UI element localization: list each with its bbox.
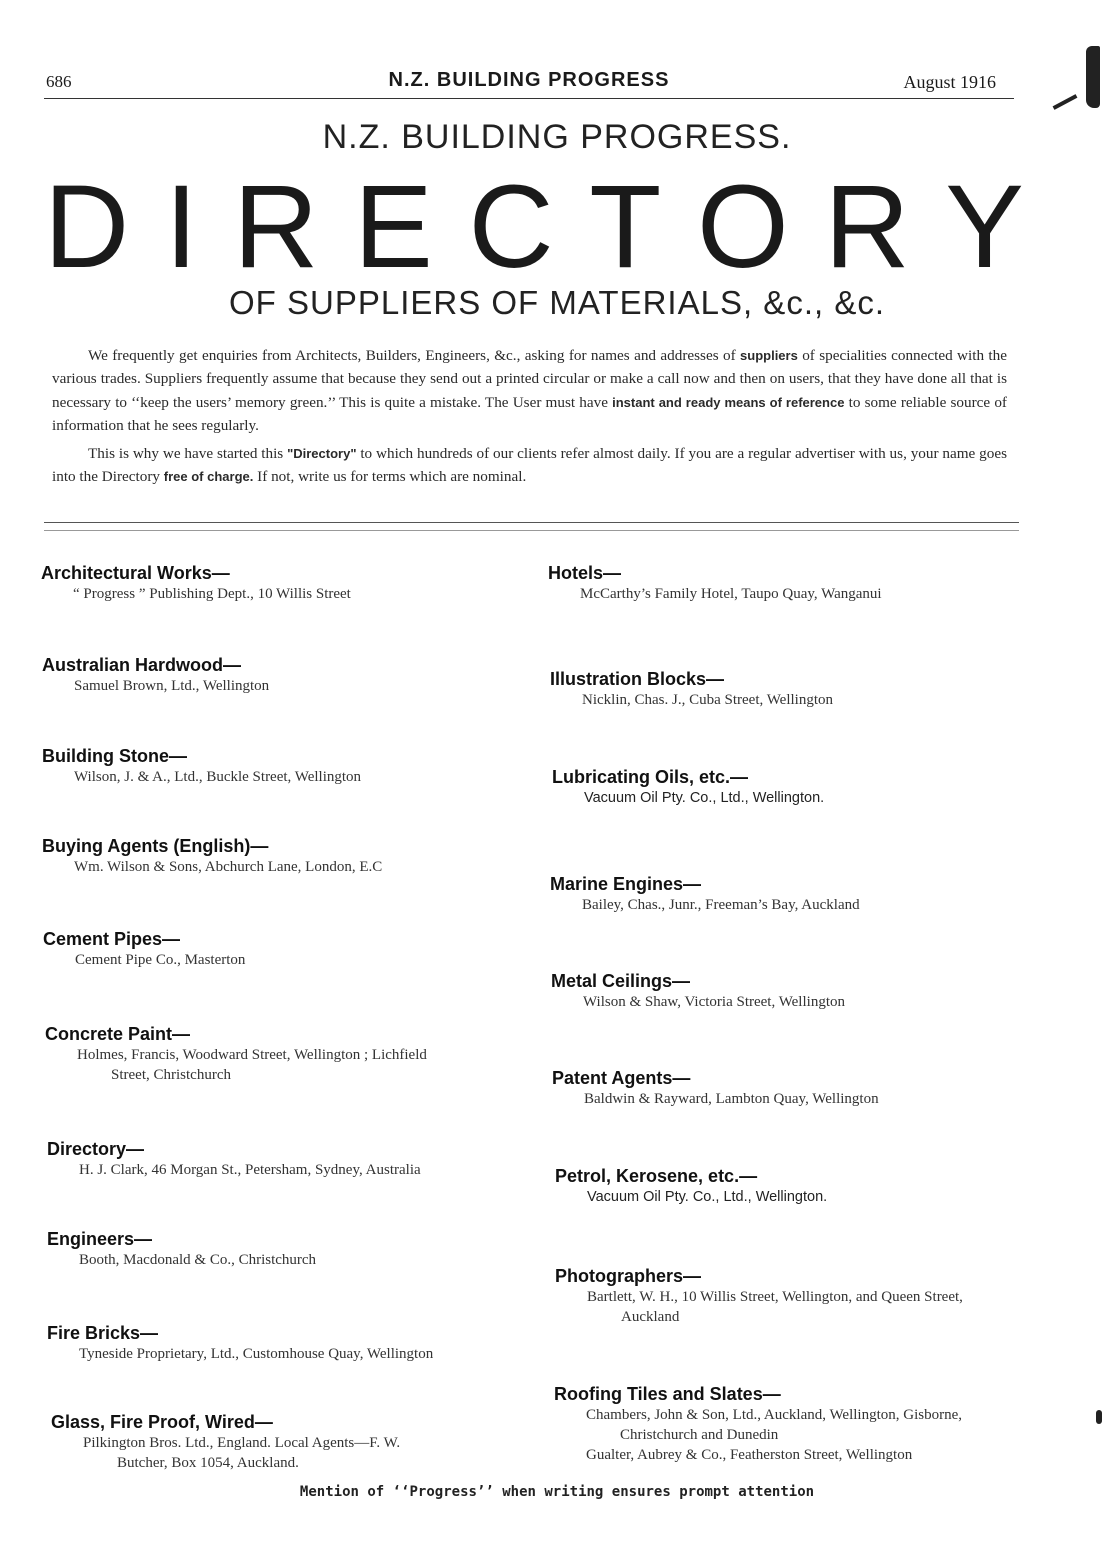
entry-heading: Lubricating Oils, etc.— (552, 767, 749, 787)
entry-line: Pilkington Bros. Ltd., England. Local Agents—F. W. (83, 1435, 401, 1451)
entry-line: Chambers, John & Son, Ltd., Auckland, Wellington, Gisborne, (586, 1407, 962, 1423)
intro-text-run: of specialities connected with the various trades. Suppliers frequently assume that because they send out a printed circular or make a call now and then on users, that they have done all that is necessary to ‘‘keep the users’ memory green.’’ This is quite a mistake. The User must have (52, 347, 1007, 411)
entry-heading: Illustration Blocks— (550, 669, 725, 689)
running-header (44, 66, 1014, 99)
intro-text-run: This is why we have started this (88, 444, 288, 462)
directory-entry (555, 1265, 963, 1327)
entry-line: H. J. Clark, 46 Morgan St., Petersham, Sydney, Australia (79, 1162, 421, 1178)
directory-entry (42, 654, 269, 696)
page-number: 686 (46, 72, 72, 91)
entry-line: Vacuum Oil Pty. Co., Ltd., Wellington. (587, 1189, 828, 1205)
entry-line: Christchurch and Dunedin (620, 1427, 779, 1443)
directory-letter: O (697, 161, 789, 293)
directory-entry (47, 1228, 316, 1270)
directory-letter: D (44, 161, 130, 293)
divider-rule (44, 522, 1019, 523)
entry-heading: Hotels— (548, 563, 622, 583)
directory-entry (43, 928, 245, 970)
entry-heading: Australian Hardwood— (42, 655, 242, 675)
entry-line: Tyneside Proprietary, Ltd., Customhouse Quay, Wellington (79, 1346, 434, 1362)
masthead-directory (44, 161, 1024, 293)
running-title: N.Z. BUILDING PROGRESS (388, 69, 670, 91)
entry-heading: Concrete Paint— (45, 1024, 191, 1044)
scan-mark (1053, 94, 1078, 110)
directory-letter: R (824, 161, 910, 293)
intro-paragraph-2 (52, 442, 1007, 489)
scan-mark (1096, 1410, 1102, 1424)
directory-entry (42, 835, 382, 877)
entry-line: Butcher, Box 1054, Auckland. (117, 1455, 299, 1471)
intro-emphasis: suppliers (740, 348, 798, 363)
entry-line: Booth, Macdonald & Co., Christchurch (79, 1252, 317, 1268)
directory-entry (548, 562, 882, 604)
directory-letter: R (233, 161, 319, 293)
intro-text-run: We frequently get enquiries from Architects, Builders, Engineers, &c., asking for names and addresses of (88, 347, 741, 364)
entry-heading: Buying Agents (English)— (42, 836, 269, 856)
entry-line: Vacuum Oil Pty. Co., Ltd., Wellington. (584, 790, 825, 806)
directory-letter: Y (945, 161, 1024, 293)
directory-letter: I (164, 161, 198, 293)
intro-emphasis: "Directory" (287, 445, 357, 461)
entry-line: Nicklin, Chas. J., Cuba Street, Wellington (582, 692, 833, 708)
directory-entry (45, 1023, 427, 1085)
entry-line: Holmes, Francis, Woodward Street, Wellington ; Lichfield (77, 1047, 427, 1063)
directory-entry (41, 562, 351, 604)
intro-text-run: to some reliable source of information that he sees regularly. (52, 393, 1007, 435)
entry-heading: Marine Engines— (550, 874, 702, 894)
entry-heading: Petrol, Kerosene, etc.— (555, 1166, 758, 1186)
entry-line: Gualter, Aubrey & Co., Featherston Street, Wellington (586, 1447, 913, 1463)
entry-line: McCarthy’s Family Hotel, Taupo Quay, Wanganui (580, 586, 882, 602)
intro-emphasis: instant and ready means of reference (612, 394, 845, 410)
directory-letter: E (354, 161, 433, 293)
footer-note: Mention of ‘‘Progress’’ when writing ensures prompt attention (299, 1484, 815, 1500)
directory-entry (550, 873, 860, 915)
entry-line: Bailey, Chas., Junr., Freeman’s Bay, Auckland (582, 897, 860, 913)
entry-line: Baldwin & Rayward, Lambton Quay, Wellington (584, 1091, 879, 1107)
entry-line: Bartlett, W. H., 10 Willis Street, Wellington, and Queen Street, (587, 1289, 963, 1305)
intro-text-run: If not, write us for terms which are nominal. (253, 468, 527, 486)
issue-date: August 1916 (903, 72, 996, 92)
directory-entry (42, 745, 361, 787)
entry-heading: Fire Bricks— (47, 1323, 159, 1343)
entry-heading: Roofing Tiles and Slates— (554, 1384, 781, 1404)
intro-text (52, 344, 1007, 492)
entry-line: Street, Christchurch (111, 1067, 231, 1083)
intro-paragraph-1 (52, 344, 1007, 438)
entry-line: Samuel Brown, Ltd., Wellington (74, 678, 270, 694)
entry-line: Cement Pipe Co., Masterton (75, 952, 246, 968)
entry-heading: Directory— (47, 1139, 145, 1159)
directory-entry (554, 1383, 962, 1465)
directory-entry (551, 970, 845, 1012)
entry-heading: Patent Agents— (552, 1068, 691, 1088)
entry-line: Wilson, J. & A., Ltd., Buckle Street, Wellington (74, 769, 362, 785)
entry-heading: Engineers— (47, 1229, 153, 1249)
entry-line: Wm. Wilson & Sons, Abchurch Lane, London, E.C (74, 859, 383, 875)
entry-line: Wilson & Shaw, Victoria Street, Wellington (583, 994, 845, 1010)
entry-heading: Photographers— (555, 1266, 702, 1286)
divider-rule (44, 530, 1019, 531)
scan-mark (1086, 46, 1100, 108)
intro-text-run: to which hundreds of our clients refer almost daily. If you are a regular advertiser with us, your name goes into the Directory (52, 444, 1007, 486)
entry-heading: Glass, Fire Proof, Wired— (51, 1412, 273, 1432)
directory-entry (47, 1138, 421, 1180)
directory-entry (552, 1067, 879, 1109)
directory-entry (552, 766, 824, 808)
directory-letter: T (589, 161, 662, 293)
directory-entry (555, 1165, 827, 1207)
masthead-subtitle: OF SUPPLIERS OF MATERIALS, &c., &c. (228, 284, 886, 321)
intro-emphasis: free of charge. (163, 469, 254, 485)
directory-entry (51, 1411, 400, 1473)
entry-heading: Cement Pipes— (43, 929, 181, 949)
entry-line: “ Progress ” Publishing Dept., 10 Willis Street (73, 586, 351, 602)
masthead-title: N.Z. BUILDING PROGRESS. (322, 118, 792, 156)
directory-entry (47, 1322, 433, 1364)
entry-heading: Metal Ceilings— (551, 971, 691, 991)
entry-line: Auckland (621, 1309, 680, 1325)
directory-letter: C (468, 161, 554, 293)
entry-heading: Architectural Works— (41, 563, 230, 583)
entry-heading: Building Stone— (42, 746, 187, 766)
directory-entry (550, 668, 833, 710)
